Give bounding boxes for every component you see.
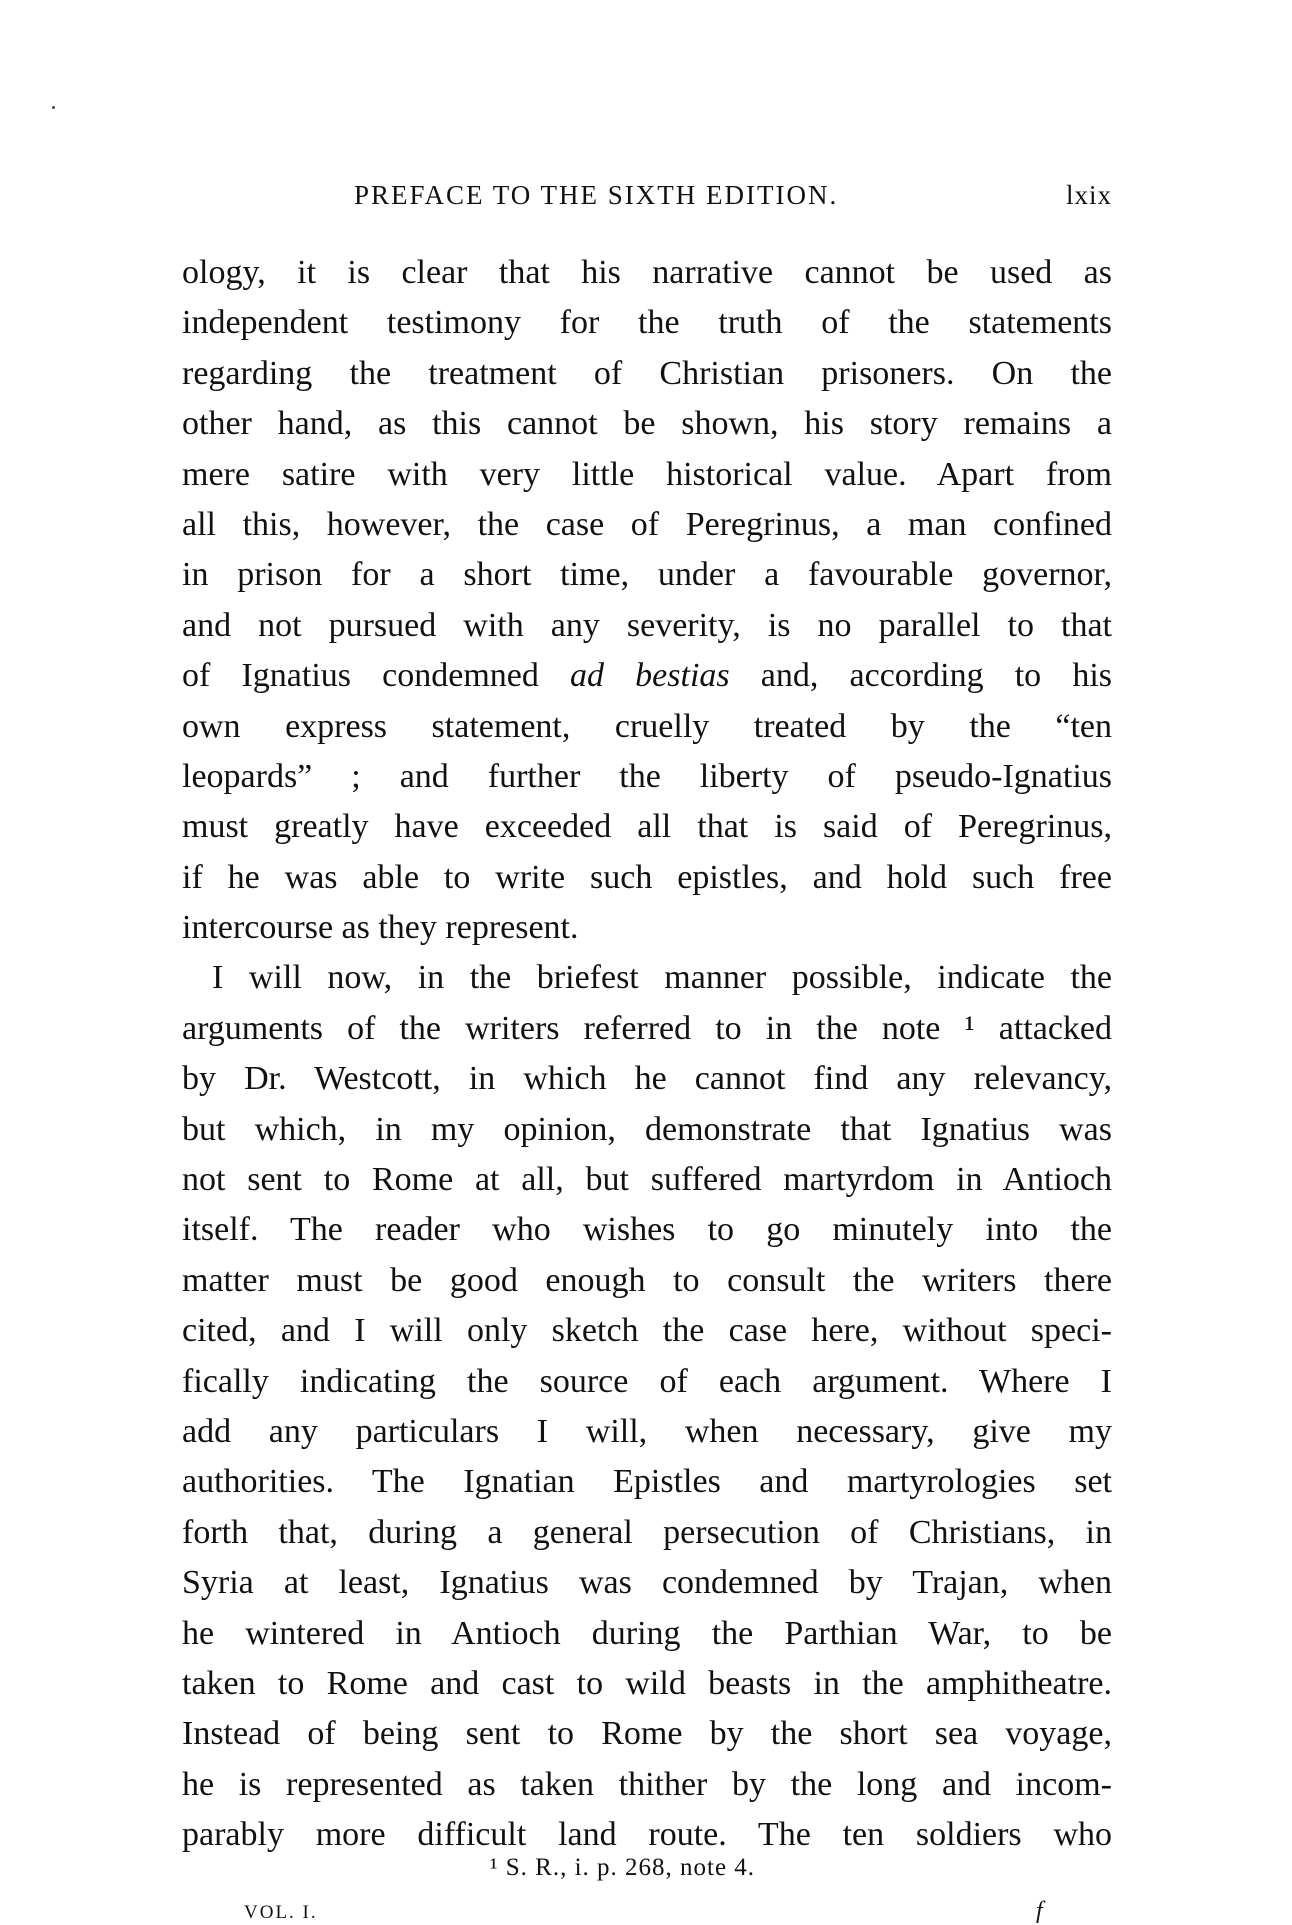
text-line: ology, it is clear that his narrative cannot be used as bbox=[182, 254, 1112, 291]
text-line: he is represented as taken thither by the long and incom- bbox=[182, 1765, 1112, 1803]
text-line: must greatly have exceeded all that is said of Peregrinus, bbox=[182, 808, 1112, 846]
signature-mark-vol: VOL. I. bbox=[244, 1902, 318, 1923]
text-line: in prison for a short time, under a favourable governor, bbox=[182, 556, 1112, 594]
text-line: matter must be good enough to consult the writers there bbox=[182, 1261, 1112, 1299]
text-line: he wintered in Antioch during the Parthian War, to be bbox=[182, 1614, 1112, 1652]
italic-phrase: ad bestias bbox=[570, 657, 730, 695]
footnote: ¹ S. R., i. p. 268, note 4. bbox=[490, 1854, 756, 1881]
text-line: all this, however, the case of Peregrinus, a man confined bbox=[182, 505, 1112, 543]
running-head: PREFACE TO THE SIXTH EDITION. bbox=[354, 180, 839, 210]
text-line: and not pursued with any severity, is no parallel to that bbox=[182, 606, 1112, 644]
text-line: not sent to Rome at all, but suffered martyrdom in Antioch bbox=[182, 1161, 1112, 1199]
text-line: if he was able to write such epistles, and hold such free bbox=[182, 858, 1112, 896]
text-line: own express statement, cruelly treated by the “ten bbox=[182, 707, 1112, 745]
text-line: parably more difficult land route. The ten soldiers who bbox=[182, 1816, 1112, 1854]
text-line: forth that, during a general persecution of Christians, in bbox=[182, 1513, 1112, 1551]
text-line: cited, and I will only sketch the case here, without speci- bbox=[182, 1312, 1112, 1350]
text-line: intercourse as they represent. bbox=[182, 909, 579, 947]
text-line: independent testimony for the truth of the statements bbox=[182, 304, 1112, 342]
paper-speck bbox=[52, 106, 55, 109]
text-line-with-italic: of Ignatius condemned ad bestias and, according to his bbox=[182, 657, 1112, 695]
text-line: mere satire with very little historical value. Apart from bbox=[182, 455, 1112, 493]
text-line: add any particulars I will, when necessary, give my bbox=[182, 1412, 1112, 1450]
text-line: authorities. The Ignatian Epistles and martyrologies set bbox=[182, 1463, 1112, 1501]
text-line: regarding the treatment of Christian prisoners. On the bbox=[182, 354, 1112, 392]
text-line: taken to Rome and cast to wild beasts in the amphitheatre. bbox=[182, 1664, 1112, 1702]
text-line: I will now, in the briefest manner possible, indicate the bbox=[212, 959, 1112, 997]
signature-letter: f bbox=[1036, 1898, 1043, 1924]
text-line: other hand, as this cannot be shown, his story remains a bbox=[182, 405, 1112, 443]
text-line: itself. The reader who wishes to go minutely into the bbox=[182, 1211, 1112, 1249]
text-line: but which, in my opinion, demonstrate that Ignatius was bbox=[182, 1110, 1112, 1148]
body-text bbox=[182, 248, 1112, 1861]
text-line: leopards” ; and further the liberty of pseudo-Ignatius bbox=[182, 757, 1112, 795]
text-line: Instead of being sent to Rome by the short sea voyage, bbox=[182, 1715, 1112, 1753]
paragraph-2 bbox=[182, 953, 1112, 1860]
text-line: by Dr. Westcott, in which he cannot find any relevancy, bbox=[182, 1060, 1112, 1098]
page-number: lxix bbox=[1065, 180, 1112, 210]
text-line: Syria at least, Ignatius was condemned by Trajan, when bbox=[182, 1564, 1112, 1602]
text-line: arguments of the writers referred to in the note ¹ attacked bbox=[182, 1009, 1112, 1047]
page-header bbox=[182, 176, 1112, 216]
text-line: fically indicating the source of each argument. Where I bbox=[182, 1362, 1112, 1400]
paragraph-1 bbox=[182, 248, 1112, 953]
